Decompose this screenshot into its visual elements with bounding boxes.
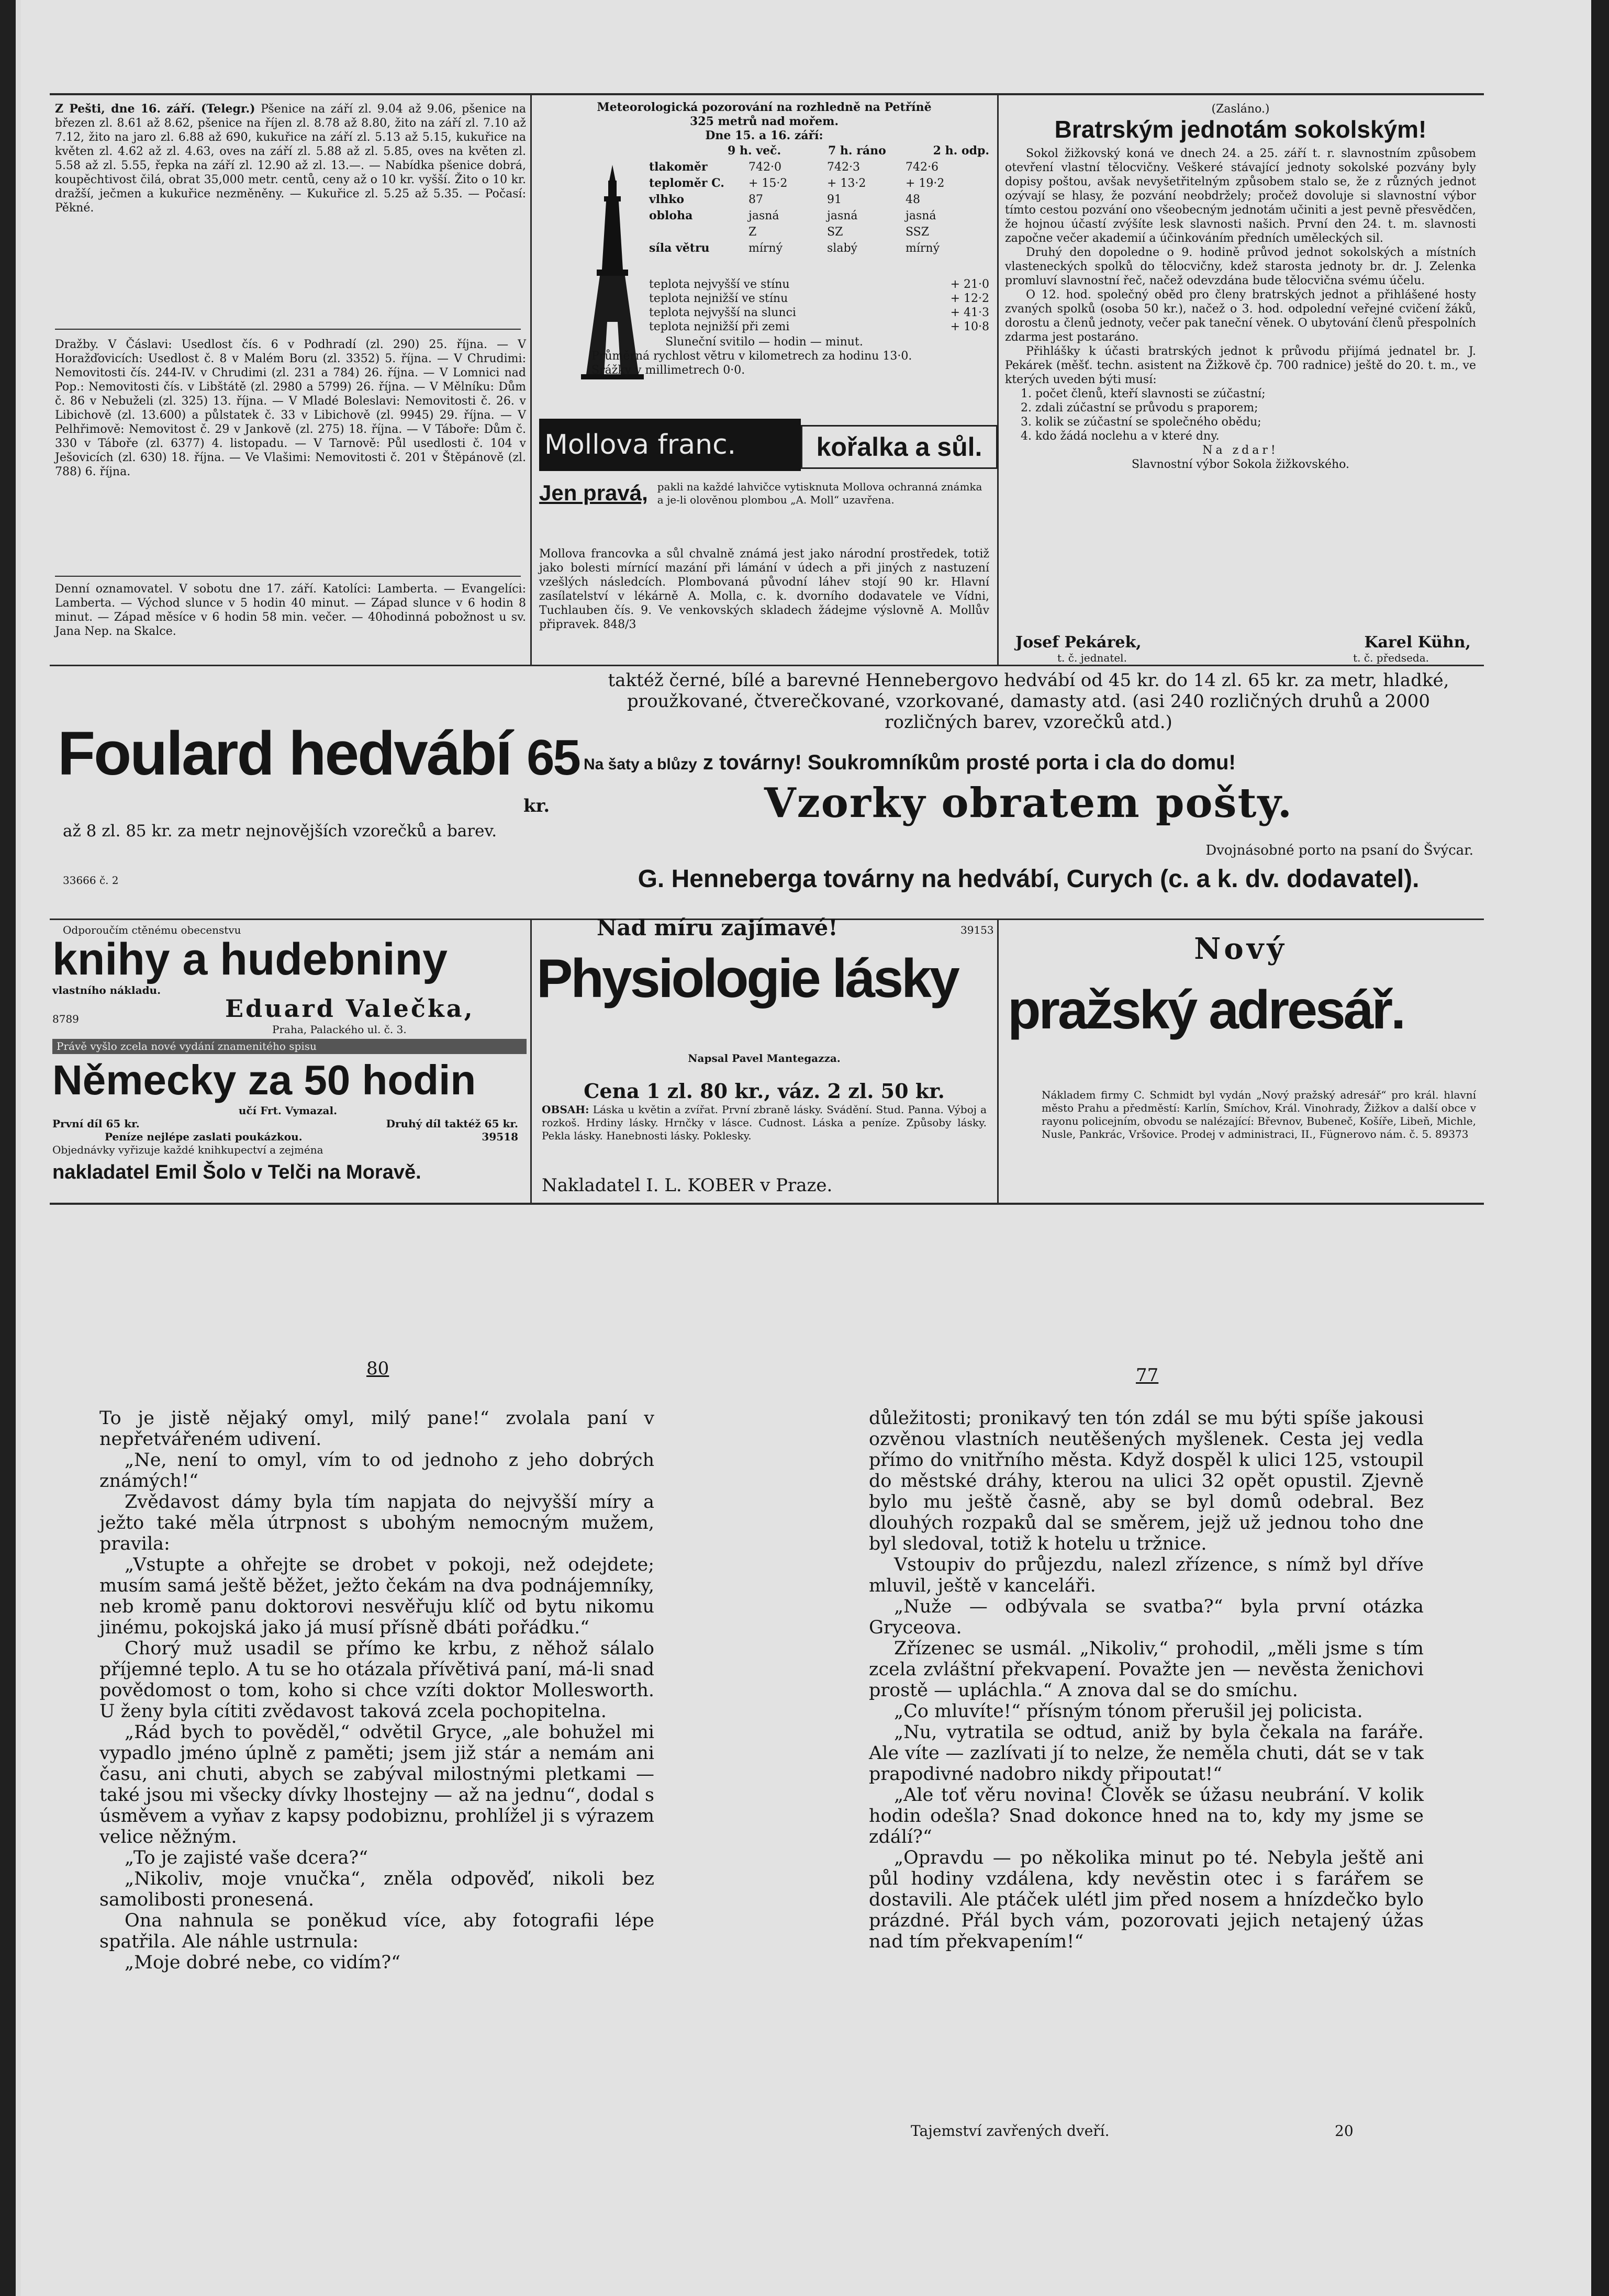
mollova-ref: 848/3 (603, 618, 636, 631)
books-own: vlastního nákladu. (52, 984, 161, 996)
meteo-cell: mírný (906, 242, 940, 255)
foulard-shipping (584, 748, 1473, 779)
foulard-factory: G. Henneberga továrny na hedvábí, Curych (c. a k. dv. dodavatel). (638, 865, 1420, 893)
physio-contents-text: Láska u květin a zvířat. První zbraně lásky. Svádění. Stud. Panna. Výboj a rozkoš. Hrdiny lásky. Hrnčky v lásce. Cudnost. Láska a peníze. Způsoby lásky. Pekla lásky. Hanebnosti lásky. Poklesky. (542, 1103, 987, 1142)
market-lead: Z Pešti, dne 16. září. (Telegr.) (55, 102, 255, 116)
physio-price: Cena 1 zl. 80 kr., váz. 2 zl. 50 kr. (584, 1079, 945, 1103)
novel-paragraph: důležitosti; pronikavý ten tón zdál se mu býti spíše jakousi ozvěnou vlastních neutěšených myšlenek. Cesta jej vedla přímo do vnitřního města. Když dospěl k ulici 125, vstoupil do městské dráhy, kterou na ulici 32 opět opustil. Zjevně bylo mu ještě časně, aby se byl domů odebral. Bez dlouhých rozpaků dal se směrem, jejž už jednou toho dne byl sledoval, totiž k hotelu u tržnice. (869, 1408, 1424, 1554)
sokol-sender: (Zasláno.) (1211, 103, 1270, 116)
meteo-cell: jasná (906, 209, 936, 222)
foulard-price: 65 (527, 730, 579, 786)
physio-author: Napsal Pavel Mantegazza. (688, 1052, 841, 1065)
meteo-wind: Průměrná rychlost větru v kilometrech za hodinu 13·0. (591, 350, 912, 363)
books-editions (52, 1117, 518, 1130)
meteo-cell: slabý (827, 242, 857, 255)
novel-paragraph: „Nu, vytratila se odtud, aniž by byla čekala na faráře. Ale víte — zazlívati jí to nelze, že neměla chuti, dát se v tak prapodivné nadobro nikdy připoutat!“ (869, 1722, 1424, 1785)
physio-publisher: Nakladatel I. L. KOBER v Praze. (542, 1175, 833, 1196)
meteo-cell: jasná (827, 209, 858, 222)
sokol-p4: Přihlášky k účasti bratrských jednot k průvodu přijímá jednatel br. J. Pekárek (měšť. techn. asistent na Žižkově čp. 700 radnice) ještě do 20. t. m., ve kterých uveden býti musí: (1005, 345, 1476, 386)
meteo-extra-value: + 10·8 (950, 320, 989, 333)
meteo-cell: 87 (748, 193, 763, 206)
left-page-number: 80 (366, 1358, 389, 1379)
meteo-extra-label: teplota nejnižší ve stínu (649, 292, 788, 305)
books-german: Německy za 50 hodin (52, 1057, 476, 1103)
books-post-row (105, 1130, 518, 1144)
sokol-sig1-name: Josef Pekárek, (1015, 633, 1142, 652)
meteo-date: Dne 15. a 16. září: (705, 129, 823, 142)
books-author: učí Frt. Vymazal. (238, 1104, 338, 1117)
physio-contents (542, 1103, 987, 1143)
novel-paragraph: „Nikoliv, moje vnučka“, zněla odpověď, nikoli bez samolibosti pronesená. (99, 1868, 654, 1910)
meteo-label: tlakoměr (649, 160, 708, 174)
meteo-cell: + 19·2 (906, 177, 945, 190)
foulard-shipping-a: Na šaty a blůzy (584, 756, 697, 773)
sokol-sig1-role: t. č. jednatel. (1057, 652, 1127, 664)
foulard-samples: Vzorky obratem pošty. (764, 779, 1293, 827)
mollova-body-text: Mollova francovka a sůl chvalně známá jest jako národní prostředek, totiž jako bolesti mírnící mazání při lámání v údech a při jiných z nastuzení vzešlých následcích. Plombovaná původní láhev stojí 90 kr. Hlavní zasílatelství v lékárně A. Molla, c. k. dvorního dodavatele ve Vídni, Tuchlauben čís. 9. Ve venkovských skladech žádejme výslovně A. Mollův připravek. (539, 547, 989, 631)
mollova-banner-b: kořalka a sůl. (801, 425, 998, 469)
right-page-number: 77 (1136, 1365, 1159, 1386)
sokol-title: Bratrským jednotám sokolským! (1054, 116, 1427, 143)
sokol-p1: Sokol žižkovský koná ve dnech 24. a 25. září t. r. slavnostním způsobem otevření vlastní tělocvičny. Veškeré stávající jednoty sokolské pozvány byly dopisy poštou, avšak nevyšetřitelným způsobem stalo se, že z různých jednot ozývají se hlasy, že pozvání neobdržely; pročež dovoluje si slavnostní výbor tímto cestou pozvání ono všeobecným jednotám učiniti a jest pevně přesvědčen, že hojnou účastí zvýšíte lesk slavnosti našich. První den 24. t. m. slavnosti započne večer akademií a účinkováním předních uměleckých sil. (1005, 147, 1476, 245)
adresar-line2: pražský adresář. (1008, 980, 1404, 1040)
novel-paragraph: „Moje dobré nebe, co vidím?“ (125, 1952, 401, 1973)
market-rule (55, 329, 521, 330)
novel-paragraph: „Co mluvíte!“ přísným tónom přerušil jej policista. (894, 1701, 1363, 1722)
meteo-table (649, 144, 989, 255)
meteo-cell: + 13·2 (827, 177, 866, 190)
physio-kicker: Nad míru zajímavé! (597, 915, 838, 940)
meteo-extra-value: + 12·2 (950, 292, 989, 305)
meteo-grid (649, 160, 989, 255)
meteo-cell: 742·3 (827, 161, 860, 174)
adresar-line1: Nový (1194, 932, 1287, 966)
novel-paragraph: Zřízenec se usmál. „Nikoliv,“ prohodil, „měli jsme s tím zcela zvláštní překvapení. Považte jen — nevěsta ženichovi prostě — upláchla.“ A znova dal se do smíchu. (869, 1638, 1424, 1701)
sokol-greeting: Na zdar! (1202, 444, 1279, 457)
meteo-extra-row (649, 277, 989, 292)
top-rule (50, 93, 1484, 95)
meteo-label: síla větru (649, 241, 710, 255)
sokol-signatures (1015, 633, 1471, 665)
adresar-ref: 89373 (1435, 1128, 1469, 1140)
novel-paragraph: „Nuže — odbývala se svatba?“ byla první otázka Gryceova. (869, 1596, 1424, 1638)
meteo-extra-value: + 41·3 (950, 306, 989, 319)
sokol-list-item: 1. počet členů, kteří slavnosti se zúčastní; (1021, 387, 1266, 400)
books-e1a: První díl 65 kr. (52, 1117, 140, 1130)
physio-contents-label: OBSAH: (542, 1103, 589, 1116)
novel-paragraph: „Vstupte a ohřejte se drobet v pokoji, než odejdete; musím samá ještě běžet, ježto čekám na dva podnájemníky, neb kromě panu doktorovi nesvěřuju klíč od bytu nikomu jinému, pokojská jako já musí přísně dbáti pořádku.“ (99, 1554, 654, 1638)
mollova-body (539, 547, 989, 632)
column-divider-2 (997, 94, 999, 665)
books-title: knihy a hudebniny (52, 934, 448, 984)
mollova-banner-dark (539, 419, 801, 471)
sokol-body (1005, 147, 1476, 472)
foulard-title-text: Foulard hedvábí (58, 719, 511, 788)
novel-paragraph: „Opravdu — po několika minut po té. Nebyla ještě ani půl hodiny vzdálena, kdy nevěstin otec i s farářem se dostavili. Ale ptáček ulétl jim před nosem a hnízdečko bylo prázdné. Přál bych vám, pozorovati jejich netajený úžas nad tím překvapením!“ (869, 1847, 1424, 1952)
column-divider-1 (530, 94, 532, 665)
sokol-sig2-name: Karel Kühn, (1364, 633, 1471, 652)
foulard-title (58, 719, 579, 792)
novel-footer-number: 20 (1335, 2122, 1354, 2140)
physio-title: Physiologie lásky (537, 948, 958, 1009)
novel-left-column (99, 1408, 654, 1973)
sokol-sig2-role: t. č. předseda. (1353, 652, 1429, 664)
meteo-cell: 91 (827, 193, 842, 206)
auctions-rule (55, 576, 521, 577)
meteo-col-1: 9 h. več. (728, 144, 781, 158)
meteo-notes (539, 335, 989, 377)
novel-right-column (869, 1408, 1424, 1952)
books-ref: 8789 (52, 1013, 79, 1025)
sokol-p3: O 12. hod. společný oběd pro členy bratrských jednot a přihlášené hosty zvaných spolků (osoba 50 kr.), načež o 3. hod. odpolední veřejné cvičení žáků, dorostu a členů jednoty, večer pak taneční věnek. O ubytování členů přespolních zdarma jest postaráno. (1005, 288, 1476, 344)
market-text: Pšenice na září zl. 9.04 až 9.06, pšenice na březen zl. 8.61 až 8.62, pšenice na říjen zl. 8.78 až 8.80, žito na září zl. 7.10 až 7.12, žito na jaro zl. 6.88 až 690, kukuřice na září zl. 5.13 až 5.15, kukuřice na květen zl. 4.62 až zl. 4.63, oves na září zl. 5.88 až zl. 5.85, oves na květen zl. 5.58 až zl. 5.55, řepka na září zl. 12.90 až zl. 13.—. — Nabídka pšenice dobrá, koupěchtivost čilá, obrat 35,000 metr. centů, ceny až o 10 kr. vyšší. Žito o 10 kr. dražší, ječmen a kukuřice nezměněny. — Kukuřice zl. 5.25 až 5.35. — Počasí: Pěkné. (55, 103, 526, 215)
meteo-extra-label: teplota nejvyšší ve stínu (649, 278, 790, 291)
auctions-text: Dražby. V Čáslavi: Usedlost čís. 6 v Podhradí (zl. 290) 25. října. — V Horažďovicích: Usedlost č. 8 v Malém Boru (zl. 3352) 5. října. — V Chrudimi: Nemovitosti čís. 244-IV. v Chrudimi (zl. 231 a 784) 26. října. — V Lomnici nad Pop.: Nemovitosti čís. v Libštátě (zl. 2980 a 5799) 26. října. — V Mělníku: Dům č. 86 v Nebuželi (zl. 325) 13. října. — V Mladé Boleslavi: Nemovitosti č. 26. v Libichově (zl. 13.600) a půlstatek č. 33 v Libichově (zl. 9945) 29. října. — V Pelhřimově: Nemovitost č. 29 v Jankově (zl. 275) 18. října. — V Táboře: Dům č. 330 v Táboře (zl. 6377) 4. listopadu. — V Tarnově: Půl usedlosti č. 104 v Ješovicích (zl. 630) 18. října. — Ve Vlašimi: Nemovitosti č. 201 v Štěpánově (zl. 788) 6. října. (55, 338, 526, 478)
novel-paragraph: „Ne, není to omyl, vím to od jednoho z jeho dobrých známých!“ (99, 1450, 654, 1492)
sokol-list-item: 4. kdo žádá noclehu a v které dny. (1021, 430, 1220, 443)
sokol-p2: Druhý den dopoledne o 9. hodině průvod jednot sokolských a místních vlasteneckých spolků do tělocvičny, kdež starosta jednoty br. dr. J. Zelenka promluví slavnostní řeč, načež odevzdána bude tělocvična svému účelu. (1005, 246, 1476, 287)
meteo-cell: mírný (748, 242, 783, 255)
meteo-cell: 742·6 (906, 161, 938, 174)
meteo-extra-row (649, 306, 989, 320)
meteo-cell: SSZ (906, 226, 930, 239)
market-report (55, 102, 526, 215)
meteo-extras (649, 277, 989, 334)
sokol-list-item: 2. zdali zúčastní se průvodu s praporem; (1021, 401, 1258, 415)
foulard-subline: až 8 zl. 85 kr. za metr nejnovějších vzorečků a barev. (63, 822, 497, 841)
scan-border-right (1591, 0, 1609, 2296)
meteo-cell: SZ (827, 226, 843, 239)
novel-paragraph: Zvědavost dámy byla tím napjata do nejvyšší míry a ježto také měla útrpnost s ubohým nemocným mužem, pravila: (99, 1492, 654, 1554)
mollova-genuine-big: Jen pravá, (539, 480, 648, 505)
books-rec: Odporoučím ctěnému obecenstvu (63, 924, 241, 936)
meteo-cell: + 15·2 (748, 177, 788, 190)
meteo-label: obloha (649, 209, 693, 222)
meteo-label: teploměr C. (649, 176, 724, 190)
sokol-committee: Slavnostní výbor Sokola žižkovského. (1131, 458, 1349, 471)
meteo-extra-value: + 21·0 (950, 278, 989, 291)
books-notice: Právě vyšlo zcela nové vydání znamenitého spisu (52, 1039, 527, 1054)
meteo-cell: 48 (906, 193, 920, 206)
meteo-header-row (649, 144, 989, 158)
meteo-label (649, 225, 748, 239)
novel-footer-title: Tajemství zavřených dveří. (911, 2122, 1110, 2140)
foulard-right-text: taktéž černé, bílé a barevné Hennebergovo hedvábí od 45 kr. do 14 zl. 65 kr. za metr, hladké, proužkované, čtverečkované, vzorkované, damasty atd. (asi 240 rozličných druhů a 2000 rozličných barev, vzorečků atd.) (608, 670, 1449, 733)
meteo-cell: 742·0 (748, 161, 781, 174)
meteo-extra-row (649, 320, 989, 334)
adresar-body-text: Nákladem firmy C. Schmidt byl vydán „Nový pražský adresář“ pro král. hlavní město Prahu a předměstí: Karlín, Smíchov, Král. Vinohrady, Žižkov a další obce v rayonu policejním, obvodu se nalézající: Břevnov, Bubeneč, Košíře, Libeň, Michle, Nusle, Pankrác, Vršovice. Prodej v administraci, II., Fügnerovo nám. č. 5. (1042, 1089, 1476, 1140)
scan-border-left (0, 0, 16, 2296)
meteo-sunshine: Sluneční svitilo — hodin — minut. (665, 335, 863, 349)
column-divider-4 (997, 920, 999, 1203)
column-divider-3 (530, 920, 532, 1203)
books-orders: Objednávky vyřizuje každé knihkupectví a zejména (52, 1144, 323, 1156)
auctions-notice (55, 338, 526, 479)
sokol-sig-names (1015, 633, 1471, 652)
foulard-ref: 33666 č. 2 (63, 874, 119, 887)
sokol-sig-roles (1015, 652, 1471, 665)
books-publisher: Eduard Valečka, (225, 994, 475, 1023)
meteo-extra-label: teplota nejvyšší na slunci (649, 306, 796, 319)
books-address: Praha, Palackého ul. č. 3. (272, 1023, 407, 1036)
novel-paragraph: Chorý muž usadil se přímo ke krbu, z něhož sálalo příjemné teplo. A tu se ho otázala přívětivá paní, má-li snad povědomost o tom, koho si chce vzíti doktor Mollesworth. U ženy byla cítiti zvědavost taková zcela pochopitelna. (99, 1638, 654, 1722)
foulard-shipping-b: z továrny! Soukromníkům prosté porta i cla do domu! (702, 751, 1236, 774)
meteo-subtitle: 325 metrů nad mořem. (689, 115, 839, 128)
books-post: Peníze nejlépe zaslati poukázkou. (105, 1130, 303, 1143)
novel-paragraph: „Rád bych to pověděl,“ odvětil Gryce, „ale bohužel mi vypadlo jméno úplně z paměti; jsem již stár a nemám ani času, ani chuti, abych se zabýval milostnými pletkami — také jsou mi všecky dívky lhostejny — až na jednu“, dodal s úsměvem a vyňav z kapsy podobiznu, prohlížel ji s výrazem velice něžným. (99, 1722, 654, 1847)
mollova-banner-a: Mollova franc. (544, 429, 736, 461)
books-e1b: Druhý díl taktéž 65 kr. (386, 1117, 518, 1130)
adresar-body (1042, 1089, 1476, 1141)
meteo-label: vlhko (649, 193, 685, 206)
mollova-genuine-small: pakli na každé lahvičce vytisknuta Mollova ochranná známka a je-li olověnou plombou „A. Moll“ uzavřena. (657, 480, 982, 506)
foulard-price-unit: kr. (523, 796, 550, 816)
meteo-extra-row (649, 292, 989, 306)
physio-ref: 39153 (960, 924, 994, 936)
foulard-porto: Dvojnásobné porto na psaní do Švýcar. (1205, 843, 1473, 858)
daily-notice (55, 582, 526, 639)
novel-paragraph: „Ale toť věru novina! Člověk se úžasu neubrání. V kolik hodin odešla? Snad dokonce hned na to, kdy my jsme se zdálí?“ (869, 1785, 1424, 1847)
meteo-cell: jasná (748, 209, 779, 222)
novel-paragraph: To je jistě nějaký omyl, milý pane!“ zvolala paní v nepřetvářeném udivení. (99, 1408, 654, 1450)
novel-paragraph: Vstoupiv do průjezdu, nalezl zřízence, s nímž byl dříve mluvil, ještě v kanceláři. (869, 1554, 1424, 1596)
books-ref2: 39518 (482, 1130, 518, 1143)
meteo-extra-label: teplota nejnižší při zemi (649, 320, 790, 333)
meteo-rain: Srážky v millimetrech 0·0. (591, 364, 745, 377)
mollova-genuine (539, 480, 989, 507)
meteo-col-2: 7 h. ráno (828, 144, 886, 158)
daily-text: Denní oznamovatel. V sobotu dne 17. září. Katolíci: Lamberta. — Evangelíci: Lamberta. — Východ slunce v 5 hodin 40 minut. — Západ slunce v 6 hodin 8 minut. — Západ měsíce v 6 hodin 58 min. večer. — 40hodinná pobožnost u sv. Jana Nep. na Skalce. (55, 583, 526, 638)
books-publisher2: nakladatel Emil Šolo v Telči na Moravě. (52, 1161, 421, 1183)
bottom-rule (50, 1203, 1484, 1205)
sokol-list-item: 3. kolik se zúčastní se společného obědu; (1021, 416, 1261, 429)
novel-paragraph: Ona nahnula se poněkud více, aby fotografii lépe spatřila. Ale náhle ustrnula: (99, 1910, 654, 1952)
novel-paragraph: „To je zajisté vaše dcera?“ (125, 1847, 368, 1868)
row-rule-1 (50, 665, 1484, 666)
meteo-col-3: 2 h. odp. (933, 144, 989, 158)
meteo-cell: Z (748, 226, 757, 239)
meteo-title: Meteorologická pozorování na rozhledně na Petříně (597, 100, 932, 114)
